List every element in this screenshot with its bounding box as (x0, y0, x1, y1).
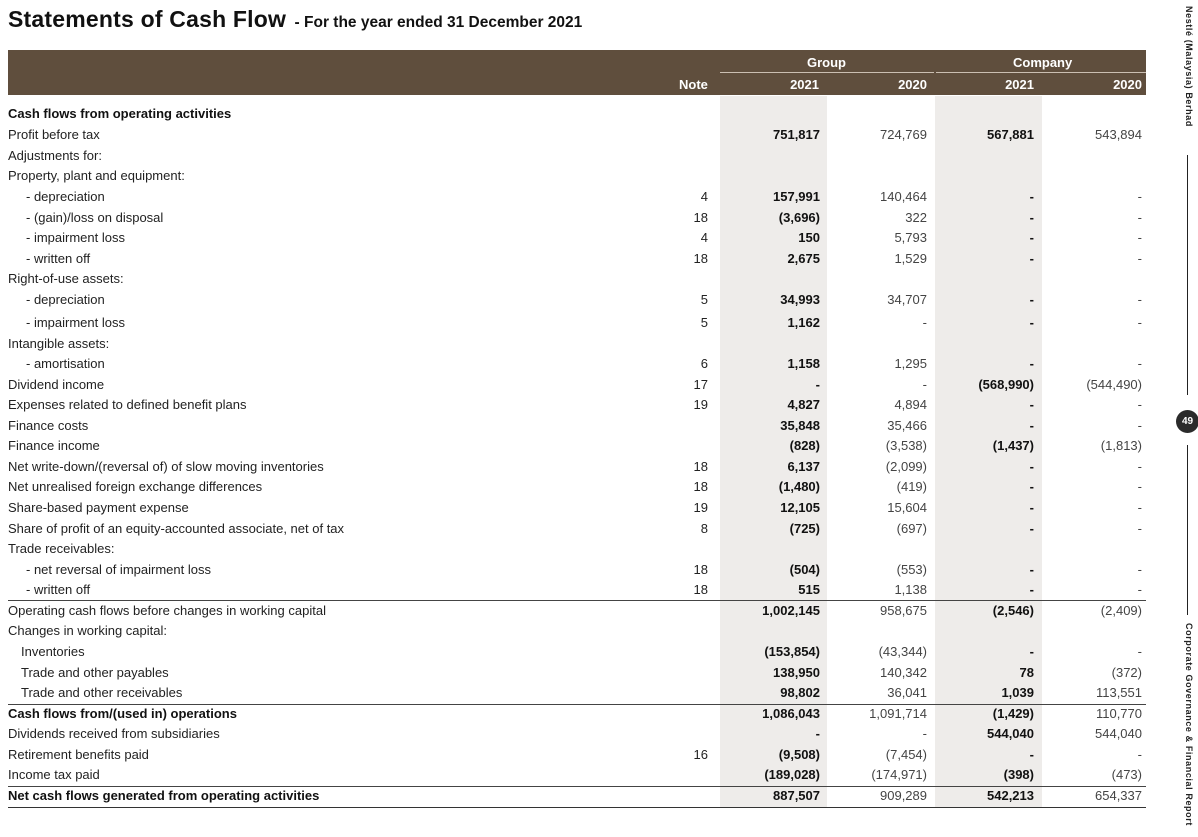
group-2021-value: (828) (789, 438, 820, 453)
row-label: Changes in working capital: (8, 623, 167, 638)
group-2020-value: (7,454) (885, 747, 927, 762)
group-2020-value: (2,099) (885, 459, 927, 474)
row-label: - depreciation (26, 292, 105, 307)
table-row (8, 498, 1146, 518)
header-year-group-2021: 2021 (790, 77, 819, 92)
group-2021-value: 138,950 (773, 665, 820, 680)
table-row (8, 436, 1146, 456)
group-2020-value: (553) (896, 562, 927, 577)
total-top-rule (8, 786, 1146, 787)
company-2021-value: 78 (1019, 665, 1034, 680)
table-row (8, 642, 1146, 662)
group-2021-value: 2,675 (787, 251, 820, 266)
company-2021-value: 542,213 (987, 788, 1034, 803)
table-row (8, 745, 1146, 765)
table-row (8, 457, 1146, 477)
side-divider-line (1187, 155, 1188, 395)
group-2021-value: 150 (798, 230, 820, 245)
group-2020-value: 5,793 (894, 230, 927, 245)
group-2020-value: 140,342 (880, 665, 927, 680)
table-row (8, 786, 1146, 806)
row-label: Dividends received from subsidiaries (8, 726, 220, 741)
row-label: - impairment loss (26, 230, 125, 245)
row-label: Expenses related to defined benefit plans (8, 397, 247, 412)
side-divider-line (1187, 445, 1188, 615)
row-note: 4 (700, 230, 708, 245)
row-label: Trade receivables: (8, 541, 115, 556)
company-2020-value: (1,813) (1100, 438, 1142, 453)
group-2021-value: 98,802 (780, 685, 820, 700)
group-2021-value: (153,854) (764, 644, 820, 659)
company-2021-value: - (1029, 356, 1034, 371)
company-2021-value: - (1029, 747, 1034, 762)
row-note: 5 (700, 315, 708, 330)
group-2020-value: - (922, 726, 927, 741)
group-2021-value: 4,827 (787, 397, 820, 412)
company-2020-value: (544,490) (1086, 377, 1142, 392)
row-note: 8 (700, 521, 708, 536)
group-2020-value: (697) (896, 521, 927, 536)
row-label: Profit before tax (8, 127, 100, 142)
company-2021-value: - (1029, 582, 1034, 597)
group-2021-value: 12,105 (780, 500, 820, 515)
company-underline (936, 72, 1146, 73)
company-2020-value: - (1137, 418, 1142, 433)
section-title-vertical: Corporate Governance & Financial Report (1184, 623, 1194, 826)
company-2020-value: - (1137, 315, 1142, 330)
company-2020-value: - (1137, 479, 1142, 494)
group-2020-value: (174,971) (871, 767, 927, 782)
table-row (8, 208, 1146, 228)
company-2020-value: - (1137, 230, 1142, 245)
table-row (8, 601, 1146, 621)
row-note: 4 (700, 189, 708, 204)
company-2020-value: - (1137, 292, 1142, 307)
table-row (8, 395, 1146, 415)
row-label: Trade and other receivables (21, 685, 183, 700)
row-label: Net cash flows generated from operating activities (8, 788, 320, 803)
company-2021-value: (1,437) (992, 438, 1034, 453)
row-label: Share of profit of an equity-accounted associate, net of tax (8, 521, 345, 536)
row-label: - amortisation (26, 356, 105, 371)
row-label: Trade and other payables (21, 665, 169, 680)
company-2021-value: - (1029, 521, 1034, 536)
page-number-badge: 49 (1176, 410, 1198, 433)
company-2020-value: (372) (1111, 665, 1142, 680)
company-name-vertical: Nestlé (Malaysia) Berhad (1184, 6, 1194, 127)
company-2021-value: 1,039 (1001, 685, 1034, 700)
company-2020-value: 543,894 (1095, 127, 1142, 142)
company-2020-value: (473) (1111, 767, 1142, 782)
group-2021-value: 157,991 (773, 189, 820, 204)
row-label: Right-of-use assets: (8, 271, 124, 286)
company-2020-value: - (1137, 210, 1142, 225)
company-2021-value: - (1029, 210, 1034, 225)
row-note: 17 (693, 377, 708, 392)
table-row (8, 621, 1146, 641)
table-row (8, 477, 1146, 497)
company-2020-value: (2,409) (1100, 603, 1142, 618)
group-2021-value: (504) (789, 562, 820, 577)
table-row (8, 249, 1146, 269)
group-2020-value: 1,138 (894, 582, 927, 597)
company-2020-value: - (1137, 397, 1142, 412)
group-2021-value: 1,158 (787, 356, 820, 371)
row-label: - net reversal of impairment loss (26, 562, 211, 577)
table-row (8, 290, 1146, 310)
table-row (8, 166, 1146, 186)
group-2020-value: 724,769 (880, 127, 927, 142)
group-2020-value: 35,466 (887, 418, 927, 433)
header-group: Group (807, 55, 846, 70)
group-2021-value: 34,993 (780, 292, 820, 307)
header-year-group-2020: 2020 (898, 77, 927, 92)
group-underline (720, 72, 934, 73)
group-2021-value: 1,086,043 (762, 706, 820, 721)
statement-title: Statements of Cash Flow (8, 6, 287, 32)
table-row (8, 228, 1146, 248)
table-row (8, 539, 1146, 559)
group-2021-value: (189,028) (764, 767, 820, 782)
company-2021-value: - (1029, 315, 1034, 330)
row-label: - impairment loss (26, 315, 125, 330)
company-2021-value: 544,040 (987, 726, 1034, 741)
group-2020-value: 322 (905, 210, 927, 225)
row-label: Inventories (21, 644, 85, 659)
table-row (8, 724, 1146, 744)
table-row (8, 334, 1146, 354)
row-label: - written off (26, 582, 91, 597)
table-row (8, 704, 1146, 724)
row-note: 19 (693, 500, 708, 515)
company-2020-value: 544,040 (1095, 726, 1142, 741)
table-row (8, 125, 1146, 145)
table-row (8, 104, 1146, 124)
group-2020-value: 1,529 (894, 251, 927, 266)
company-2021-value: (2,546) (992, 603, 1034, 618)
group-2020-value: - (922, 377, 927, 392)
group-2020-value: (419) (896, 479, 927, 494)
group-2020-value: - (922, 315, 927, 330)
company-2020-value: - (1137, 747, 1142, 762)
company-2021-value: - (1029, 230, 1034, 245)
row-label: Finance costs (8, 418, 89, 433)
row-label: Cash flows from operating activities (8, 106, 232, 121)
table-row (8, 269, 1146, 289)
company-2020-value: 654,337 (1095, 788, 1142, 803)
header-year-company-2020: 2020 (1113, 77, 1142, 92)
statement-subtitle: - For the year ended 31 December 2021 (294, 14, 583, 31)
row-label: Operating cash flows before changes in working capital (8, 603, 326, 618)
company-2020-value: 113,551 (1095, 685, 1142, 700)
company-2021-value: - (1029, 292, 1034, 307)
group-2020-value: 958,675 (880, 603, 927, 618)
page-title (8, 6, 582, 33)
group-2021-value: (9,508) (778, 747, 820, 762)
group-2020-value: 909,289 (880, 788, 927, 803)
table-row (8, 146, 1146, 166)
row-label: Finance income (8, 438, 100, 453)
row-note: 16 (693, 747, 708, 762)
group-2020-value: (3,538) (885, 438, 927, 453)
table-row (8, 683, 1146, 703)
company-2021-value: - (1029, 479, 1034, 494)
table-row (8, 765, 1146, 785)
group-2020-value: (43,344) (878, 644, 927, 659)
company-2021-value: (568,990) (978, 377, 1034, 392)
group-2021-value: (3,696) (778, 210, 820, 225)
group-2021-value: 1,002,145 (762, 603, 820, 618)
group-2021-value: 6,137 (787, 459, 820, 474)
company-2021-value: (398) (1003, 767, 1034, 782)
group-2020-value: 1,295 (894, 356, 927, 371)
row-label: Cash flows from/(used in) operations (8, 706, 237, 721)
subtotal-rule (8, 704, 1146, 705)
row-note: 5 (700, 292, 708, 307)
group-2020-value: 36,041 (887, 685, 927, 700)
table-row (8, 313, 1146, 333)
group-2020-value: 34,707 (887, 292, 927, 307)
subtotal-rule (8, 600, 1146, 601)
group-2020-value: 4,894 (894, 397, 927, 412)
row-note: 18 (693, 562, 708, 577)
row-label: Adjustments for: (8, 148, 102, 163)
company-2021-value: - (1029, 500, 1034, 515)
group-2021-value: - (815, 377, 820, 392)
company-2020-value: - (1137, 644, 1142, 659)
table-row (8, 580, 1146, 600)
company-2020-value: - (1137, 356, 1142, 371)
table-row (8, 519, 1146, 539)
group-2020-value: 140,464 (880, 189, 927, 204)
row-note: 18 (693, 210, 708, 225)
row-label: Retirement benefits paid (8, 747, 149, 762)
company-2021-value: (1,429) (992, 706, 1034, 721)
row-label: Property, plant and equipment: (8, 168, 185, 183)
row-note: 19 (693, 397, 708, 412)
group-2021-value: (725) (789, 521, 820, 536)
row-label: Net write-down/(reversal of) of slow moving inventories (8, 459, 324, 474)
company-2020-value: - (1137, 189, 1142, 204)
company-2021-value: - (1029, 251, 1034, 266)
company-2020-value: - (1137, 459, 1142, 474)
company-2021-value: - (1029, 644, 1034, 659)
header-year-company-2021: 2021 (1005, 77, 1034, 92)
group-2021-value: (1,480) (778, 479, 820, 494)
total-bottom-rule (8, 807, 1146, 808)
header-company: Company (1013, 55, 1073, 70)
header-note: Note (679, 77, 708, 92)
row-note: 18 (693, 582, 708, 597)
group-2021-value: 1,162 (787, 315, 820, 330)
table-row (8, 560, 1146, 580)
table-row (8, 416, 1146, 436)
group-2020-value: 1,091,714 (869, 706, 927, 721)
company-2020-value: - (1137, 582, 1142, 597)
row-note: 6 (700, 356, 708, 371)
table-header (8, 50, 1146, 95)
table-row (8, 663, 1146, 683)
row-label: - written off (26, 251, 91, 266)
group-2021-value: 35,848 (780, 418, 820, 433)
row-label: Dividend income (8, 377, 105, 392)
row-label: Net unrealised foreign exchange differences (8, 479, 263, 494)
row-label: Share-based payment expense (8, 500, 189, 515)
group-2020-value: 15,604 (887, 500, 927, 515)
company-2020-value: 110,770 (1095, 706, 1142, 721)
company-2020-value: - (1137, 251, 1142, 266)
company-2021-value: - (1029, 418, 1034, 433)
group-2021-value: - (815, 726, 820, 741)
group-2021-value: 751,817 (773, 127, 820, 142)
table-row (8, 354, 1146, 374)
table-row (8, 375, 1146, 395)
company-2021-value: - (1029, 562, 1034, 577)
company-2020-value: - (1137, 521, 1142, 536)
company-2020-value: - (1137, 500, 1142, 515)
company-2021-value: 567,881 (987, 127, 1034, 142)
row-label: Income tax paid (8, 767, 100, 782)
company-2020-value: - (1137, 562, 1142, 577)
company-2021-value: - (1029, 459, 1034, 474)
row-note: 18 (693, 479, 708, 494)
company-2021-value: - (1029, 397, 1034, 412)
row-label: - (gain)/loss on disposal (26, 210, 164, 225)
row-note: 18 (693, 459, 708, 474)
group-2021-value: 887,507 (773, 788, 820, 803)
row-label: Intangible assets: (8, 336, 110, 351)
row-label: - depreciation (26, 189, 105, 204)
group-2021-value: 515 (798, 582, 820, 597)
table-row (8, 187, 1146, 207)
company-2021-value: - (1029, 189, 1034, 204)
row-note: 18 (693, 251, 708, 266)
